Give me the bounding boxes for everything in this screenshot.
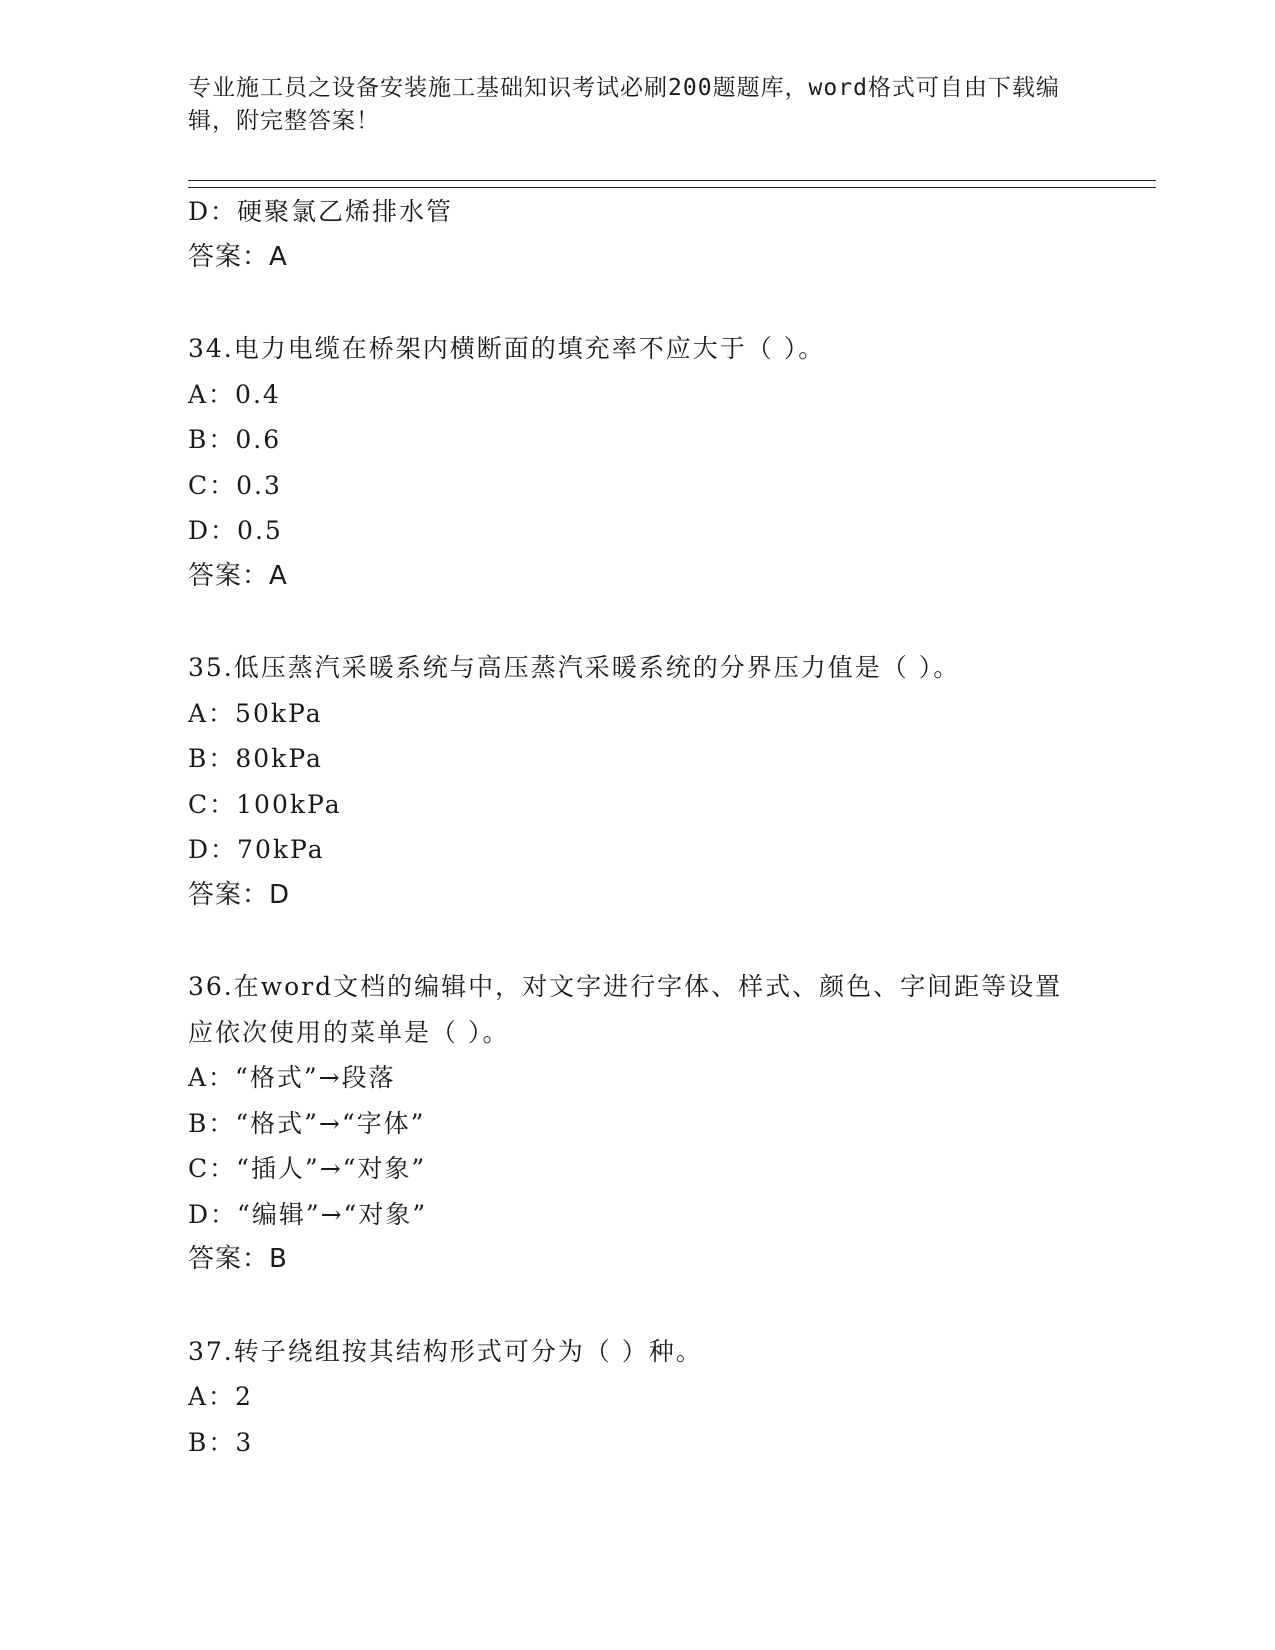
question-stem: 35.低压蒸汽采暖系统与高压蒸汽采暖系统的分界压力值是（ ）。: [188, 653, 961, 682]
answer-label: 答案：: [188, 879, 270, 910]
answer-line: [188, 1237, 1168, 1283]
option-b: B：“格式”→“字体”: [188, 1108, 426, 1138]
spacer: [188, 280, 1168, 326]
answer-label: 答案：: [188, 1244, 270, 1274]
answer-label: 答案：: [188, 241, 270, 272]
answer-value: D: [269, 879, 291, 910]
question-stem: 37.转子绕组按其结构形式可分为（ ）种。: [188, 1336, 703, 1366]
option-c: C：“插人”→“对象”: [188, 1154, 427, 1183]
answer-value: B: [269, 1244, 288, 1274]
option-b: B：0.6: [188, 425, 282, 454]
option-a: A：“格式”→段落: [188, 1063, 396, 1092]
question-stem: 36.在word文档的编辑中，对文字进行字体、样式、颜色、字间距等设置应依次使用的菜单是（ ）。: [188, 972, 1063, 1047]
spacer: [188, 918, 1168, 964]
option-b: B：3: [188, 1427, 254, 1457]
answer-line: [188, 873, 1168, 919]
question-stem: 34.电力电缆在桥架内横断面的填充率不应大于（ ）。: [188, 334, 826, 363]
header-title: 专业施工员之设备安装施工基础知识考试必刷200题题库，word格式可自由下载编辑，附完整答案！: [188, 75, 1060, 134]
option-c: C：100kPa: [188, 789, 342, 819]
option-d: D：“编辑”→“对象”: [188, 1199, 428, 1229]
spacer: [188, 599, 1168, 645]
answer-label: 答案：: [188, 560, 270, 591]
option-d: D：硬聚氯乙烯排水管: [188, 197, 454, 226]
option-a: A：50kPa: [188, 698, 323, 728]
option-a: A：2: [188, 1382, 253, 1411]
option-b: B：80kPa: [188, 744, 323, 773]
option-c: C：0.3: [188, 470, 282, 500]
option-d: D：0.5: [188, 516, 283, 545]
answer-line: [188, 554, 1168, 600]
document-header: [188, 72, 1088, 138]
answer-value: A: [269, 241, 288, 272]
question-content: [188, 189, 1168, 1465]
answer-line: [188, 235, 1168, 281]
spacer: [188, 1283, 1168, 1329]
header-double-rule: [188, 180, 1156, 188]
option-d: D：70kPa: [188, 835, 325, 864]
answer-value: A: [269, 560, 288, 591]
option-a: A：0.4: [188, 379, 281, 409]
